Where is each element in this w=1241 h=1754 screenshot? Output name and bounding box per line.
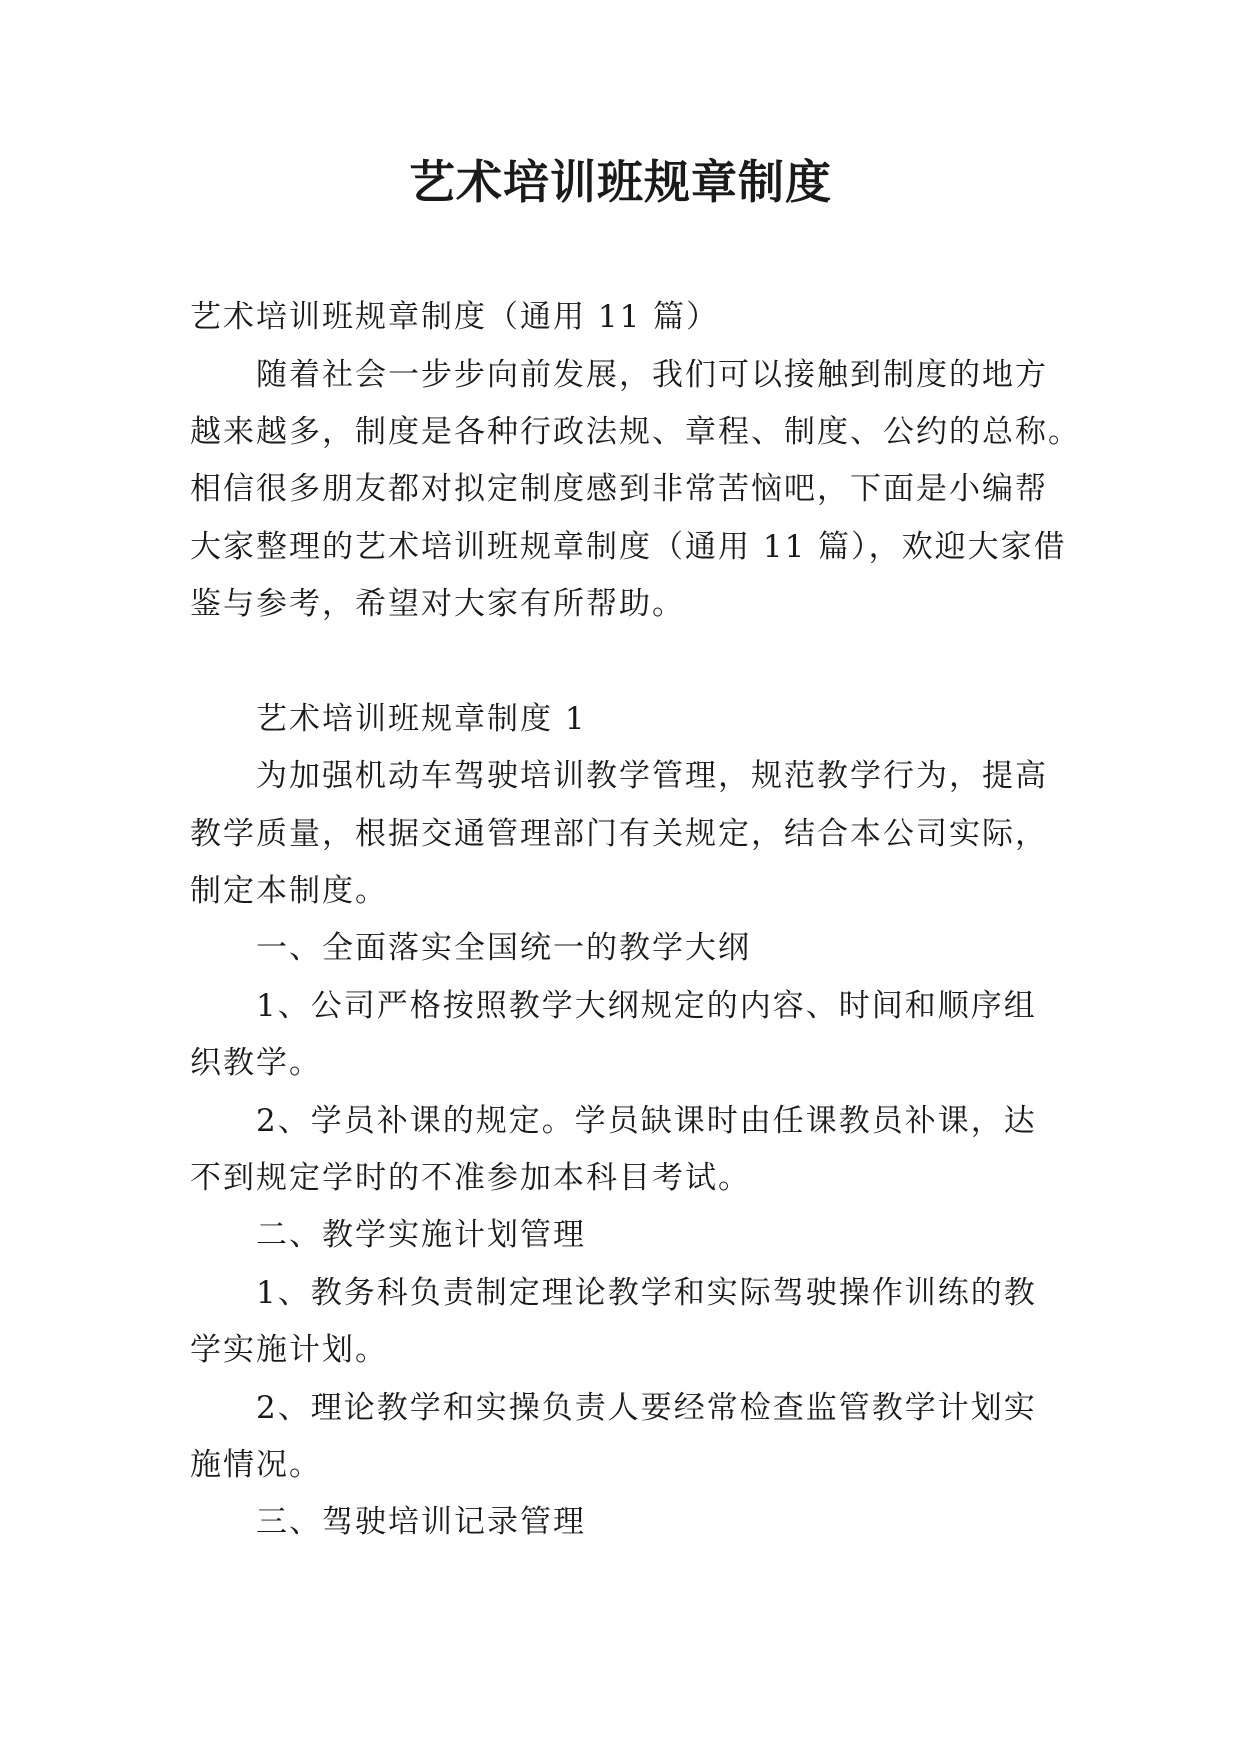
intro-line: 随着社会一步步向前发展，我们可以接触到制度的地方 [256,357,1048,393]
body-line: 教学质量，根据交通管理部门有关规定，结合本公司实际， [190,816,1048,852]
body-line: 织教学。 [190,1045,322,1081]
body-line: 1、教务科负责制定理论教学和实际驾驶操作训练的教 [256,1275,1037,1311]
body-line: 不到规定学时的不准参加本科目考试。 [190,1160,751,1196]
body-line: 为加强机动车驾驶培训教学管理，规范教学行为，提高 [256,758,1048,794]
document-title: 艺术培训班规章制度 [409,155,832,209]
body-line: 学实施计划。 [190,1332,388,1368]
body-line: 三、驾驶培训记录管理 [256,1504,586,1540]
body-line: 1、公司严格按照教学大纲规定的内容、时间和顺序组 [256,988,1037,1024]
document-subtitle: 艺术培训班规章制度（通用 11 篇） [190,299,720,335]
body-line: 制定本制度。 [190,873,388,909]
intro-line: 越来越多，制度是各种行政法规、章程、制度、公约的总称。 [190,414,1081,450]
section-heading: 艺术培训班规章制度 1 [256,701,587,737]
body-line: 2、理论教学和实操负责人要经常检查监管教学计划实 [256,1390,1037,1426]
body-line: 2、学员补课的规定。学员缺课时由任课教员补课，达 [256,1103,1037,1139]
intro-line: 大家整理的艺术培训班规章制度（通用 11 篇），欢迎大家借 [190,529,1067,565]
body-line: 二、教学实施计划管理 [256,1217,586,1253]
body-line: 一、全面落实全国统一的教学大纲 [256,930,751,966]
intro-line: 相信很多朋友都对拟定制度感到非常苦恼吧，下面是小编帮 [190,471,1048,507]
intro-line: 鉴与参考，希望对大家有所帮助。 [190,586,685,622]
body-line: 施情况。 [190,1447,322,1483]
